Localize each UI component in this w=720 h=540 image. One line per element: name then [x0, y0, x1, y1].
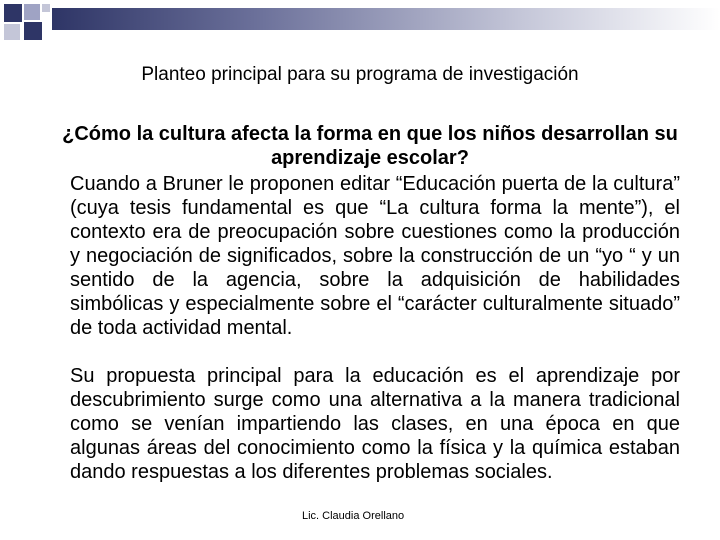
- decor-square: [24, 4, 40, 20]
- decor-square: [4, 24, 20, 40]
- decor-square: [4, 4, 22, 22]
- header-bar: [52, 8, 720, 30]
- author-credit: Lic. Claudia Orellano: [302, 510, 405, 522]
- body-paragraph-2: Su propuesta principal para la educación es el aprendizaje por descubrimiento surge como una alternativa a la manera tradicional como se venían impartiendo las clases, en una época en que algunas áreas del conocimiento como la física y la química estaban dando respuestas a los diferentes problemas sociales.: [70, 365, 680, 483]
- body-paragraph-1: Cuando a Bruner le proponen editar “Educación puerta de la cultura” (cuya tesis fundamental es que “La cultura forma la mente”), el contexto era de preocupación sobre cuestiones como la producción y negociación de significados, sobre la construcción de un “yo “ y un sentido de la agencia, sobre la adquisición de habilidades simbólicas y especialmente sobre el “carácter culturalmente situado” de toda actividad mental.: [70, 173, 680, 339]
- decor-square: [24, 22, 42, 40]
- research-question: ¿Cómo la cultura afecta la forma en que los niños desarrollan su aprendizaje escolar?: [62, 123, 678, 169]
- decor-square: [42, 4, 50, 12]
- header-decoration: [0, 0, 720, 60]
- slide-subtitle: Planteo principal para su programa de investigación: [141, 64, 579, 85]
